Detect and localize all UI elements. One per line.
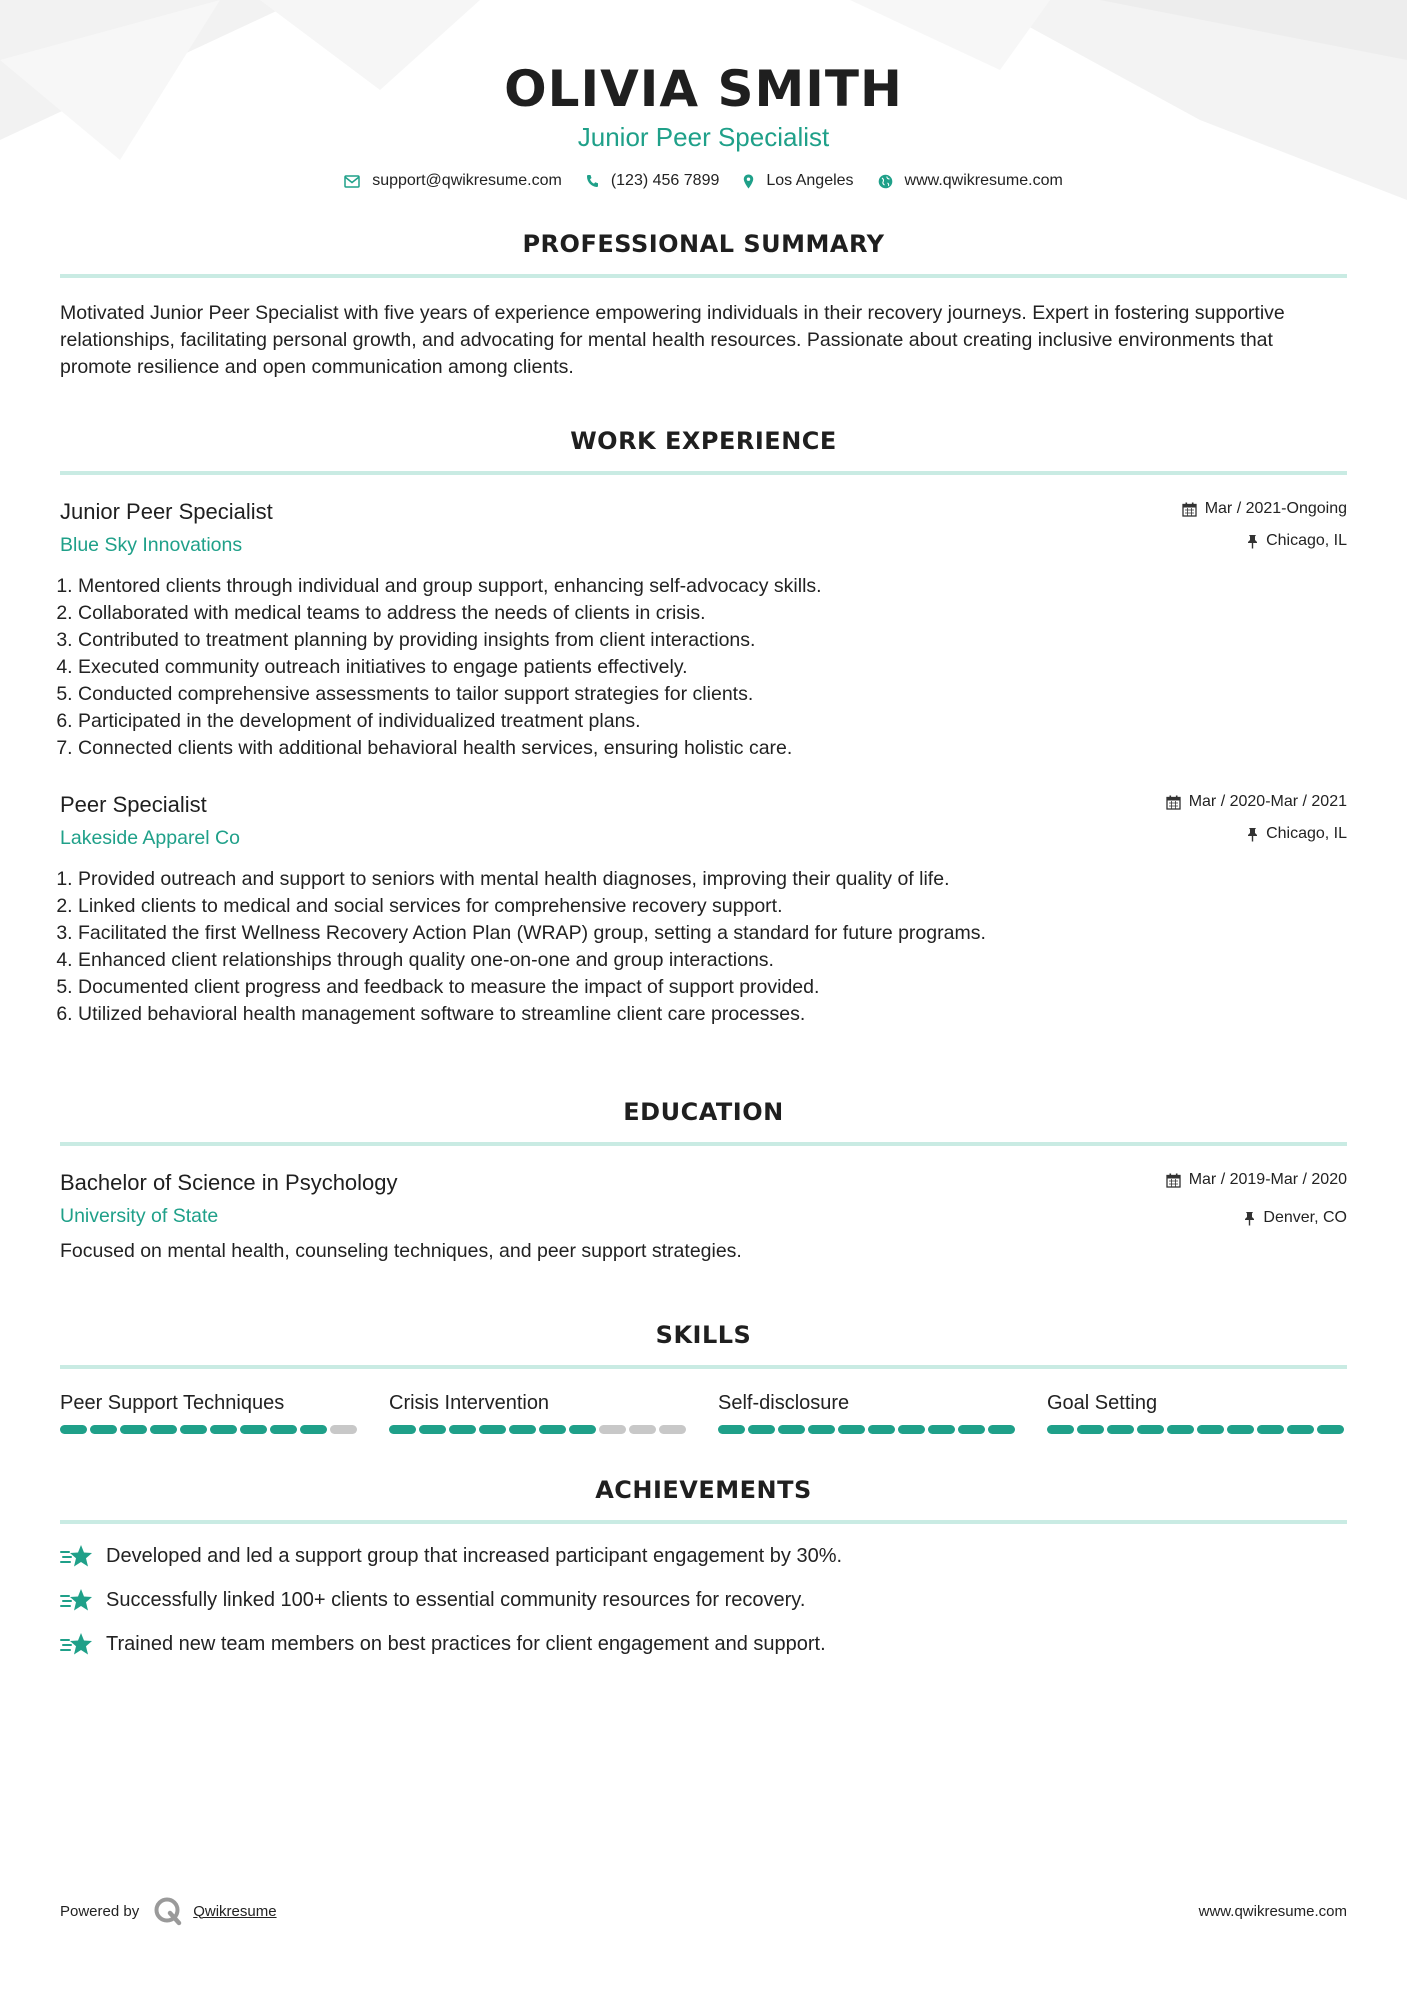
list-item: 6. Participated in the development of individualized treatment plans. (78, 708, 1347, 735)
skill-segment (928, 1425, 955, 1434)
skill-segment (270, 1425, 297, 1434)
skill-segment (150, 1425, 177, 1434)
skill-segment (659, 1425, 686, 1434)
achievements-section (60, 1474, 1347, 1658)
skill-item (718, 1389, 1018, 1434)
list-item: 5. Documented client progress and feedback to measure the impact of support provided. (78, 974, 1347, 1001)
job-company: Lakeside Apparel Co (60, 827, 240, 849)
list-item: 4. Enhanced client relationships through quality one-on-one and group interactions. (78, 947, 1347, 974)
section-divider (60, 471, 1347, 475)
skill-segment (1287, 1425, 1314, 1434)
skill-segment (300, 1425, 327, 1434)
skill-segment (1077, 1425, 1104, 1434)
skill-segment (748, 1425, 775, 1434)
star-icon (60, 1587, 94, 1613)
achievement-text: Developed and led a support group that increased participant engagement by 30%. (106, 1545, 843, 1567)
skill-segment (718, 1425, 745, 1434)
section-divider (60, 274, 1347, 278)
pin-icon (1247, 827, 1258, 842)
skill-rating (389, 1425, 689, 1434)
list-item: 3. Facilitated the first Wellness Recovery Action Plan (WRAP) group, setting a standard for future programs. (78, 920, 1347, 947)
skill-segment (389, 1425, 416, 1434)
achievement-item (60, 1630, 1347, 1658)
section-title-education: EDUCATION (623, 1098, 784, 1126)
job-role: Junior Peer Specialist (60, 499, 273, 524)
achievements-list (60, 1542, 1347, 1658)
job-bullets (60, 866, 1347, 1028)
job-entry (60, 790, 1347, 1028)
skill-name: Self-disclosure (718, 1392, 850, 1414)
skill-segment (838, 1425, 865, 1434)
section-divider (60, 1365, 1347, 1369)
skill-segment (1107, 1425, 1134, 1434)
skill-segment (868, 1425, 895, 1434)
section-title-summary: PROFESSIONAL SUMMARY (522, 230, 885, 258)
contact-phone[interactable] (586, 172, 720, 190)
job-bullets (60, 573, 1347, 762)
skill-segment (539, 1425, 566, 1434)
pin-icon (1244, 1211, 1255, 1226)
skill-name: Crisis Intervention (389, 1392, 550, 1414)
job-company: Blue Sky Innovations (60, 534, 243, 556)
skill-item (1047, 1389, 1347, 1434)
envelope-icon (344, 175, 360, 188)
achievement-text: Trained new team members on best practices for client engagement and support. (106, 1633, 826, 1655)
website-text: www.qwikresume.com (904, 172, 1063, 189)
skill-segment (1167, 1425, 1194, 1434)
skill-rating (60, 1425, 360, 1434)
phone-text: (123) 456 7899 (610, 172, 720, 189)
skills-list (60, 1389, 1347, 1434)
star-icon (60, 1631, 94, 1657)
candidate-name: OLIVIA SMITH (504, 60, 903, 118)
section-title-experience: WORK EXPERIENCE (570, 427, 837, 455)
skill-segment (180, 1425, 207, 1434)
skill-item (389, 1389, 689, 1434)
section-title-achievements: ACHIEVEMENTS (595, 1476, 812, 1504)
contact-bar (60, 172, 1347, 190)
education-dates: Mar / 2019-Mar / 2020 (1188, 1171, 1347, 1188)
skill-segment (90, 1425, 117, 1434)
skill-segment (330, 1425, 357, 1434)
section-divider (60, 1142, 1347, 1146)
footer-website[interactable]: www.qwikresume.com (1198, 1902, 1347, 1920)
skill-segment (569, 1425, 596, 1434)
location-text: Los Angeles (766, 172, 854, 189)
calendar-icon (1166, 1173, 1181, 1188)
list-item: 3. Contributed to treatment planning by providing insights from client interactions. (78, 627, 1347, 654)
powered-by-label: Powered by (60, 1902, 140, 1920)
list-item: 7. Connected clients with additional behavioral health services, ensuring holistic care. (78, 735, 1347, 762)
pin-icon (1247, 534, 1258, 549)
section-title-skills: SKILLS (655, 1321, 752, 1349)
achievement-text: Successfully linked 100+ clients to essential community resources for recovery. (106, 1589, 806, 1611)
skill-segment (898, 1425, 925, 1434)
school: University of State (60, 1205, 219, 1227)
experience-section (60, 425, 1347, 1028)
skill-segment (240, 1425, 267, 1434)
skills-section (60, 1319, 1347, 1434)
resume-header (60, 0, 1347, 190)
brand-link[interactable]: Qwikresume (193, 1902, 277, 1920)
section-divider (60, 1520, 1347, 1524)
skill-item (60, 1389, 360, 1434)
skill-rating (1047, 1425, 1347, 1434)
education-description: Focused on mental health, counseling techniques, and peer support strategies. (60, 1240, 742, 1262)
skill-segment (958, 1425, 985, 1434)
calendar-icon (1166, 795, 1181, 810)
skill-segment (808, 1425, 835, 1434)
list-item: 2. Collaborated with medical teams to address the needs of clients in crisis. (78, 600, 1347, 627)
contact-email[interactable] (344, 172, 562, 190)
achievement-item (60, 1586, 1347, 1614)
list-item: 5. Conducted comprehensive assessments to tailor support strategies for clients. (78, 681, 1347, 708)
phone-icon (586, 174, 599, 188)
calendar-icon (1182, 502, 1197, 517)
skill-segment (1197, 1425, 1224, 1434)
skill-segment (629, 1425, 656, 1434)
skill-segment (479, 1425, 506, 1434)
skill-segment (1137, 1425, 1164, 1434)
degree: Bachelor of Science in Psychology (60, 1170, 398, 1195)
list-item: 1. Mentored clients through individual and group support, enhancing self-advocacy skills. (78, 573, 1347, 600)
education-location: Denver, CO (1263, 1209, 1347, 1226)
star-icon (60, 1543, 94, 1569)
achievement-item (60, 1542, 1347, 1570)
job-entry (60, 497, 1347, 762)
skill-segment (449, 1425, 476, 1434)
footer (60, 1896, 1347, 1926)
list-item: 6. Utilized behavioral health management software to streamline client care processes. (78, 1001, 1347, 1028)
skill-segment (1227, 1425, 1254, 1434)
skill-name: Goal Setting (1047, 1392, 1158, 1414)
skill-segment (419, 1425, 446, 1434)
job-location: Chicago, IL (1266, 825, 1347, 842)
summary-section (60, 228, 1347, 381)
education-section (60, 1096, 1347, 1265)
job-role: Peer Specialist (60, 792, 207, 817)
job-dates: Mar / 2020-Mar / 2021 (1188, 793, 1347, 810)
globe-icon (878, 174, 893, 189)
skill-segment (120, 1425, 147, 1434)
contact-website[interactable] (878, 172, 1063, 190)
skill-segment (1257, 1425, 1284, 1434)
candidate-title: Junior Peer Specialist (577, 122, 830, 152)
education-entry (60, 1168, 1347, 1265)
skill-name: Peer Support Techniques (60, 1392, 285, 1414)
skill-segment (1317, 1425, 1344, 1434)
skill-segment (1047, 1425, 1074, 1434)
skill-segment (60, 1425, 87, 1434)
list-item: 2. Linked clients to medical and social services for comprehensive recovery support. (78, 893, 1347, 920)
map-pin-icon (743, 174, 754, 189)
skill-rating (718, 1425, 1018, 1434)
skill-segment (210, 1425, 237, 1434)
list-item: 1. Provided outreach and support to seniors with mental health diagnoses, improving their quality of life. (78, 866, 1347, 893)
skill-segment (509, 1425, 536, 1434)
powered-by (60, 1896, 277, 1926)
qwikresume-logo-icon (153, 1896, 183, 1926)
job-dates: Mar / 2021-Ongoing (1204, 500, 1347, 517)
list-item: 4. Executed community outreach initiatives to engage patients effectively. (78, 654, 1347, 681)
job-location: Chicago, IL (1266, 532, 1347, 549)
email-text: support@qwikresume.com (372, 172, 562, 189)
skill-segment (778, 1425, 805, 1434)
skill-segment (599, 1425, 626, 1434)
summary-text: Motivated Junior Peer Specialist with five years of experience empowering individuals in their recovery journeys. Expert in fostering supportive relationships, facilitating personal growth, and advocating for mental health resources. Passionate about creating inclusive environments that promote resilience and open communication among clients. (60, 302, 1285, 378)
skill-segment (988, 1425, 1015, 1434)
contact-location (743, 172, 853, 190)
